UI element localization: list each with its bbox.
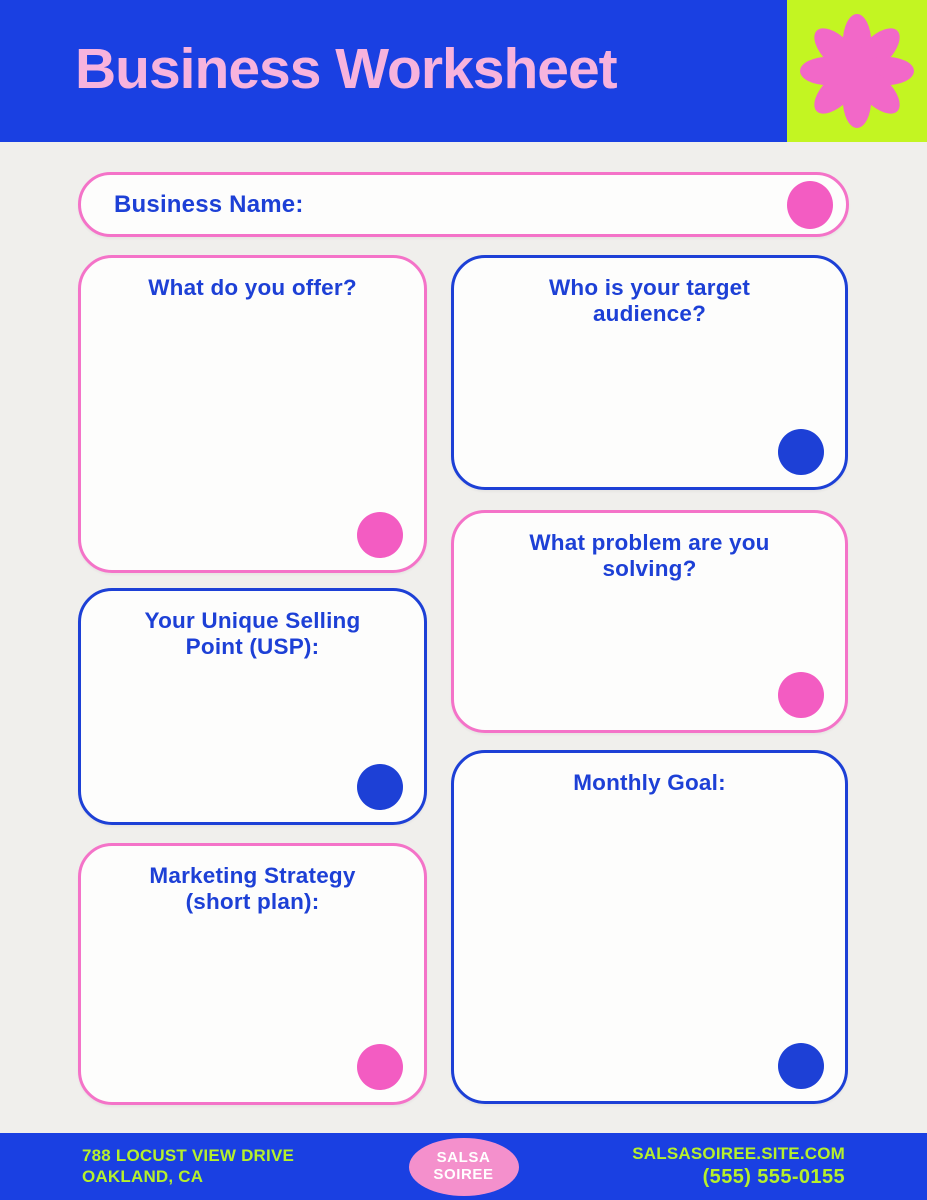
footer-address — [82, 1146, 409, 1187]
right-column — [451, 255, 848, 1105]
brand-name-line-1: SALSA — [436, 1148, 491, 1166]
pink-dot-icon — [357, 1044, 403, 1090]
box-title: What do you offer? — [148, 275, 357, 300]
brand-badge — [409, 1138, 519, 1196]
pink-dot-icon — [778, 672, 824, 718]
box-title: Who is your target audience? — [548, 275, 751, 327]
answer-box-offer[interactable] — [78, 255, 427, 573]
blue-dot-icon — [778, 1043, 824, 1089]
phone-number: (555) 555-0155 — [702, 1165, 845, 1188]
box-title: Marketing Strategy (short plan): — [149, 863, 356, 915]
blue-dot-icon — [357, 764, 403, 810]
box-title: What problem are you solving? — [529, 530, 770, 582]
answer-box-audience[interactable] — [451, 255, 848, 490]
answer-box-problem[interactable] — [451, 510, 848, 733]
website-url: SALSASOIREE.SITE.COM — [632, 1144, 845, 1164]
worksheet-grid — [78, 255, 849, 1105]
pink-dot-icon — [787, 181, 833, 229]
address-line-1: 788 LOCUST VIEW DRIVE — [82, 1146, 295, 1166]
business-name-label: Business Name: — [114, 190, 304, 218]
business-name-field[interactable] — [78, 172, 849, 237]
left-column — [78, 255, 427, 1105]
box-title: Your Unique Selling Point (USP): — [144, 608, 361, 660]
main-content — [0, 142, 927, 1133]
box-title: Monthly Goal: — [573, 770, 726, 795]
blue-dot-icon — [778, 429, 824, 475]
answer-box-usp[interactable] — [78, 588, 427, 825]
header — [0, 0, 927, 142]
flower-tile — [787, 0, 927, 142]
address-line-2: OAKLAND, CA — [82, 1166, 204, 1186]
answer-box-goal[interactable] — [451, 750, 848, 1104]
answer-box-marketing[interactable] — [78, 843, 427, 1105]
flower-icon — [798, 12, 916, 130]
footer — [0, 1133, 927, 1200]
footer-contact — [519, 1144, 846, 1188]
brand-name-line-2: SOIREE — [433, 1165, 494, 1183]
pink-dot-icon — [357, 512, 403, 558]
page-title: Business Worksheet — [75, 37, 617, 102]
